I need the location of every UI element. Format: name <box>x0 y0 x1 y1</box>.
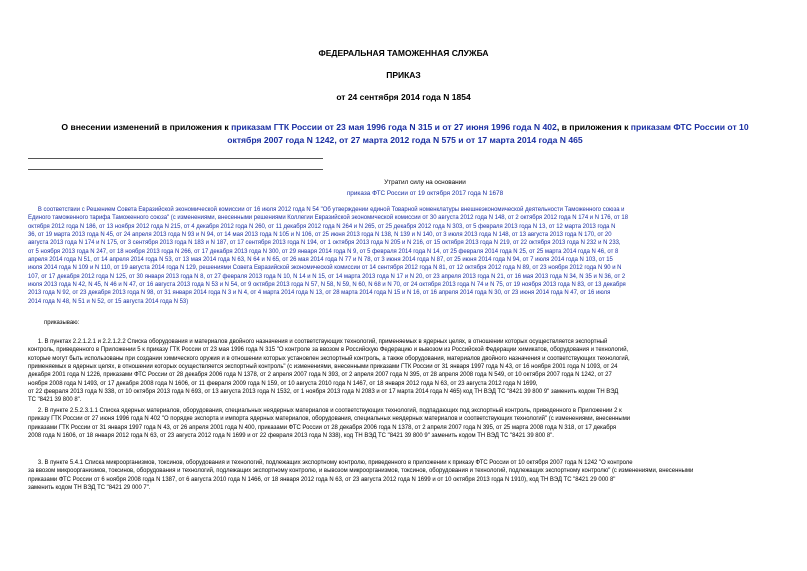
paragraph-line: применяемых в ядерных целях, в отношении которых осуществляется экспортный контроль" (с изменениями, внесенными приказами ГТК России от 31 января 1997 года N 43, от 16 ноября 2001 года N 1093, от 24 <box>28 364 618 371</box>
document-date-number: от 24 сентября 2014 года N 1854 <box>336 92 471 102</box>
separator-line <box>28 169 323 170</box>
paragraph-line: ноября 2008 года N 1493, от 17 декабря 2008 года N 1606, от 11 февраля 2009 года N 159, от 10 августа 2010 года N 1467, от 18 января 2012 года N 63, от 23 августа 2012 года N 1699, <box>28 380 538 387</box>
paragraph-line: 2008 года N 1606, от 18 января 2012 года N 63, от 23 августа 2012 года N 1699 и от 22 февраля 2013 года N 338), код ТН ВЭД ТС "8421 39 800 9" заменить кодом ТН ВЭД ТС "8421 39 800 8". <box>28 433 554 440</box>
paragraph-line: Единого таможенного тарифа Таможенного союза" (с изменениями, внесенными решениями Коллегии Евразийской экономической комиссии от 30 августа 2012 года N 148, от 2 октября 2012 года N 174 и N 176, от 18 <box>28 215 629 222</box>
paragraph-line: 2. В пункте 2.5.2.3.1.1 Списка ядерных материалов, оборудования, специальных неядерных материалов и соответствующих технологий, подпадающих под экспортный контроль, приведенного в Приложении 2 к <box>28 408 622 414</box>
paragraph-line: 1. В пунктах 2.2.1.2.1 и 2.2.1.2.2 Списка оборудования и материалов двойного назначения и соответствующих технологий, применяемых в ядерных целях, в отношении которых осуществляется экспортный <box>28 339 608 345</box>
paragraph-line: от 5 ноября 2013 года N 247, от 18 ноября 2013 года N 266, от 17 декабря 2013 года N 300, от 29 января 2014 года N 9, от 5 февраля 2014 года N 14, от 25 февраля 2014 года N 25, от 25 марта 2014 года N 46, от 8 <box>28 248 619 255</box>
order-item-1 <box>28 338 778 405</box>
paragraph-line: 2014 года N 48, N 51 и N 52, от 15 августа 2014 года N 53) <box>28 298 189 305</box>
paragraph-line: приказу ГТК России от 27 июня 1996 года N 402 "О порядке экспорта и импорта ядерных материалов, оборудования, специальных неядерных материалов и соответствующих технологий" (с изменениями, внесенными <box>28 416 631 423</box>
status-link-repeal-order[interactable]: приказа ФТС России от 19 октября 2017 года N 1678 <box>346 189 504 197</box>
paragraph-line: декабря 2001 года N 1226, приказами ФТС России от 28 декабря 2006 года N 1378, от 2 апреля 2007 года N 393, от 2 апреля 2007 года N 395, от 28 апреля 2008 года N 549, от 10 октября 2007 года N 1242, от 27 <box>28 372 612 379</box>
paragraph-line: которые могут быть использованы при создании химического оружия и в отношении которых установлен экспортный контроль, а также оборудования, материалов двойного назначения и соответствующих технологий, <box>28 355 630 362</box>
paragraph-line: В соответствии с Решением Совета Евразийской экономической комиссии от 16 июля 2012 года N 54 "Об утверждении единой Товарной номенклатуры внешнеэкономической деятельности Таможенного союза и <box>28 207 625 213</box>
paragraph-line: 107, от 17 декабря 2012 года N 125, от 30 января 2013 года N 8, от 27 февраля 2013 года N 10, N 14 и N 15, от 14 марта 2013 года N 17 и N 20, от 23 апреля 2013 года N 21, от 16 мая 2013 года N 34, N 35 и N 36, от 2 <box>28 273 626 280</box>
paragraph-line: 36, от 19 марта 2013 года N 45, от 24 апреля 2013 года N 93 и N 94, от 14 мая 2013 года N 105 и N 106, от 25 июня 2013 года N 138, N 139 и N 140, от 3 июля 2013 года N 148, от 13 августа 2013 года N 170, от 20 <box>28 232 612 239</box>
order-word: приказываю: <box>44 320 80 326</box>
paragraph-line: за ввозом микроорганизмов, токсинов, оборудования и технологий, подлежащих экспортному контролю, и вывозом микроорганизмов, токсинов, оборудования и технологий, подлежащих экспортному контролю" (с изменениями, внесенными <box>28 468 694 475</box>
separator-line <box>28 158 323 159</box>
paragraph-line: 2013 года N 92, от 23 декабря 2013 года N 98, от 31 января 2014 года N 3 и N 4, от 4 марта 2014 года N 13, от 28 марта 2014 года N 15 и N 16, от 16 апреля 2014 года N 30, от 23 июня 2014 года N 47, от 16 июля <box>28 290 611 297</box>
status-note <box>300 178 550 199</box>
document-title <box>60 121 750 147</box>
paragraph-line: октября 2012 года N 186, от 13 ноября 2012 года N 215, от 4 декабря 2012 года N 260, от 11 декабря 2012 года N 264 и N 265, от 25 декабря 2012 года N 303, от 5 февраля 2013 года N 13, от 12 марта 2013 года N <box>28 223 616 230</box>
status-text: Утратил силу на основании <box>384 179 466 186</box>
title-link-gtk-orders[interactable]: приказам ГТК России от 23 мая 1996 года N 315 и от 27 июня 1996 года N 402 <box>231 122 557 132</box>
paragraph-line: контроль, приведенного в Приложении 5 к приказу ГТК России от 23 мая 1996 года N 315 "О контроле за ввозом в Российскую Федерацию и вывозом из Российской Федерации химикатов, оборудования и технологий, <box>28 347 629 354</box>
paragraph-line: июля 2014 года N 109 и N 110, от 19 августа 2014 года N 129, решениями Совета Евразийской экономической комиссии от 14 сентября 2012 года N 81, от 12 октября 2012 года N 89, от 23 ноября 2012 года N 90 и N <box>28 265 622 272</box>
title-text-1: О внесении изменений в приложения к <box>61 122 232 132</box>
order-item-2 <box>28 407 778 440</box>
paragraph-line: приказами ФТС России от 6 ноября 2008 года N 1387, от 6 августа 2010 года N 1466, от 18 января 2012 года N 63, от 23 августа 2012 года N 1699 и от 10 октября 2013 года N 1910), код ТН ВЭД ТС "8421 29 000 8" <box>28 476 616 483</box>
preamble-paragraph <box>28 206 778 306</box>
paragraph-line: апреля 2014 года N 51, от 14 апреля 2014 года N 53, от 13 мая 2014 года N 63, N 64 и N 65, от 26 мая 2014 года N 77 и N 78, от 3 июня 2014 года N 87, от 25 июня 2014 года N 94, от 7 июля 2014 года N 103, от 15 <box>28 257 613 264</box>
paragraph-line: от 22 февраля 2013 года N 338, от 10 октября 2013 года N 693, от 13 августа 2013 года N 1532, от 1 ноября 2013 года N 2083 и от 17 марта 2014 года N 465) код ТН ВЭД ТС "8421 39 800 9" заменить кодом ТН ВЭД <box>28 389 619 396</box>
paragraph-line: приказами ГТК России от 31 января 1997 года N 43, от 26 апреля 2001 года N 400, приказами ФТС России от 28 декабря 2006 года N 1378, от 2 апреля 2007 года N 395, от 25 марта 2008 года N 318, от 17 декабря <box>28 424 617 431</box>
title-text-2: , в приложения к <box>556 122 631 132</box>
paragraph-line: июля 2013 года N 42, N 45, N 46 и N 47, от 16 августа 2013 года N 53 и N 54, от 9 октября 2013 года N 57, N 58, N 59, N 60, N 68 и N 70, от 24 октября 2013 года N 74 и N 75, от 19 ноября 2013 года N 83, от 13 декабря <box>28 282 626 289</box>
paragraph-line: ТС "8421 39 800 8". <box>28 397 82 404</box>
document-type: ПРИКАЗ <box>386 70 421 80</box>
order-item-3 <box>28 459 778 492</box>
paragraph-line: заменить кодом ТН ВЭД ТС "8421 29 000 7". <box>28 485 151 492</box>
paragraph-line: 3. В пункте 5.4.1 Списка микроорганизмов, токсинов, оборудования и технологий, подлежащих экспортному контролю, приведенного в приложении к приказу ФТС России от 10 октября 2007 года N 1242 "О контроле <box>28 460 633 466</box>
title-link-fts-orders[interactable]: приказам ФТС России от 10 октября 2007 года N 1242, от 27 марта 2012 года N 575 и от 17 марта 2014 года N 465 <box>227 122 749 145</box>
paragraph-line: августа 2013 года N 174 и N 175, от 3 сентября 2013 года N 183 и N 187, от 17 сентября 2013 года N 194, от 1 октября 2013 года N 205 и N 216, от 15 октября 2013 года N 219, от 22 октября 2013 года N 232 и N 233, <box>28 240 621 247</box>
agency-name: ФЕДЕРАЛЬНАЯ ТАМОЖЕННАЯ СЛУЖБА <box>318 48 489 58</box>
